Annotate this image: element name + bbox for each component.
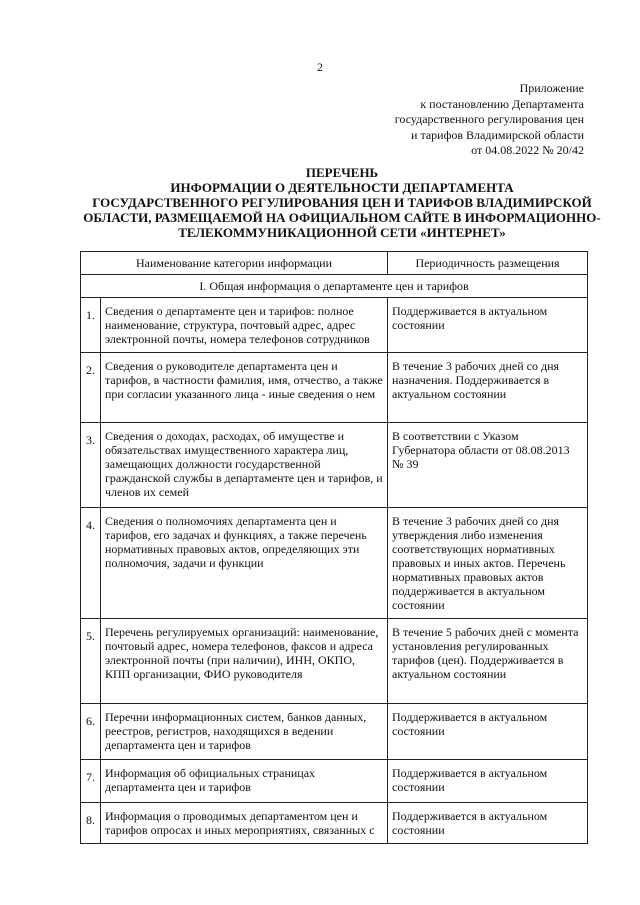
appendix-line: от 04.08.2022 № 20/42: [471, 143, 584, 157]
row-periodicity: Поддерживается в актуальном состоянии: [388, 803, 588, 844]
info-table: [80, 251, 588, 844]
appendix-line: к постановлению Департамента: [420, 96, 584, 111]
row-number: 8.: [81, 803, 101, 844]
header-periodicity: Периодичность размещения: [388, 252, 588, 275]
table-row: [81, 704, 588, 760]
row-periodicity: В течение 5 рабочих дней с момента установления регулированных тарифов (цен). Поддерживается в актуальном состоянии: [388, 619, 588, 704]
appendix-block: [395, 81, 584, 159]
row-number: 5.: [81, 619, 101, 704]
table-row: [81, 619, 588, 704]
row-category: Сведения о доходах, расходах, об имуществе и обязательствах имущественного характера лиц, замещающих должности государственной гражданской службы в департаменте цен и тарифов, и членов их семей: [101, 423, 388, 508]
row-category: Информация о проводимых департаментом цен и тарифов опросах и иных мероприятиях, связанных с: [101, 803, 388, 844]
row-periodicity: В течение 3 рабочих дней со дня утверждения либо изменения соответствующих нормативных правовых и иных актов. Перечень нормативных правовых актов поддерживается в актуальном состоянии: [388, 508, 588, 619]
title-line: ОБЛАСТИ, РАЗМЕЩАЕМОЙ НА ОФИЦИАЛЬНОМ САЙТЕ В ИНФОРМАЦИОННО-: [83, 210, 601, 225]
table-row: [81, 423, 588, 508]
row-periodicity: Поддерживается в актуальном состоянии: [388, 298, 588, 353]
page-number: 2: [317, 60, 323, 74]
row-category: Сведения о полномочиях департамента цен и тарифов, его задачах и функциях, а также перечень нормативных правовых актов, определяющих эти полномочия, задачи и функции: [101, 508, 388, 619]
title-line: ПЕРЕЧЕНЬ: [305, 165, 379, 180]
row-periodicity: В соответствии с Указом Губернатора области от 08.08.2013 № 39: [388, 423, 588, 508]
title-line: ГОСУДАРСТВЕННОГО РЕГУЛИРОВАНИЯ ЦЕН И ТАРИФОВ ВЛАДИМИРСКОЙ: [92, 195, 592, 210]
appendix-line: Приложение: [519, 81, 584, 95]
appendix-line: государственного регулирования цен: [394, 112, 584, 126]
table-row: [81, 760, 588, 803]
row-category: Перечень регулируемых организаций: наименование, почтовый адрес, номера телефонов, факсов и адреса электронной почты (при наличии), ИНН, ОКПО, КПП организации, ФИО руководителя: [101, 619, 388, 704]
section-title: I. Общая информация о департаменте цен и тарифов: [81, 275, 588, 298]
table-row: [81, 298, 588, 353]
appendix-line: и тарифов Владимирской области: [411, 127, 584, 142]
row-number: 6.: [81, 704, 101, 760]
row-periodicity: Поддерживается в актуальном состоянии: [388, 760, 588, 803]
row-number: 1.: [81, 298, 101, 353]
row-category: Сведения о департаменте цен и тарифов: полное наименование, структура, почтовый адрес, адрес электронной почты, номера телефонов сотрудников: [101, 298, 388, 353]
row-category: Информация об официальных страницах департамента цен и тарифов: [101, 760, 388, 803]
row-category: Сведения о руководителе департамента цен и тарифов, в частности фамилия, имя, отчество, а также при согласии указанного лица - иные сведения о нем: [101, 353, 388, 423]
row-number: 7.: [81, 760, 101, 803]
table-row: [81, 803, 588, 844]
title-line: ИНФОРМАЦИИ О ДЕЯТЕЛЬНОСТИ ДЕПАРТАМЕНТА: [170, 180, 514, 195]
table-header-row: [81, 252, 588, 275]
section-row: [81, 275, 588, 298]
table-row: [81, 508, 588, 619]
document-title: [72, 165, 612, 240]
row-number: 3.: [81, 423, 101, 508]
row-periodicity: В течение 3 рабочих дней со дня назначения. Поддерживается в актуальном состоянии: [388, 353, 588, 423]
row-number: 2.: [81, 353, 101, 423]
table-row: [81, 353, 588, 423]
title-line: ТЕЛЕКОММУНИКАЦИОННОЙ СЕТИ «ИНТЕРНЕТ»: [178, 225, 506, 240]
row-periodicity: Поддерживается в актуальном состоянии: [388, 704, 588, 760]
row-category: Перечни информационных систем, банков данных, реестров, регистров, находящихся в ведении департамента цен и тарифов: [101, 704, 388, 760]
header-category: Наименование категории информации: [81, 252, 388, 275]
row-number: 4.: [81, 508, 101, 619]
